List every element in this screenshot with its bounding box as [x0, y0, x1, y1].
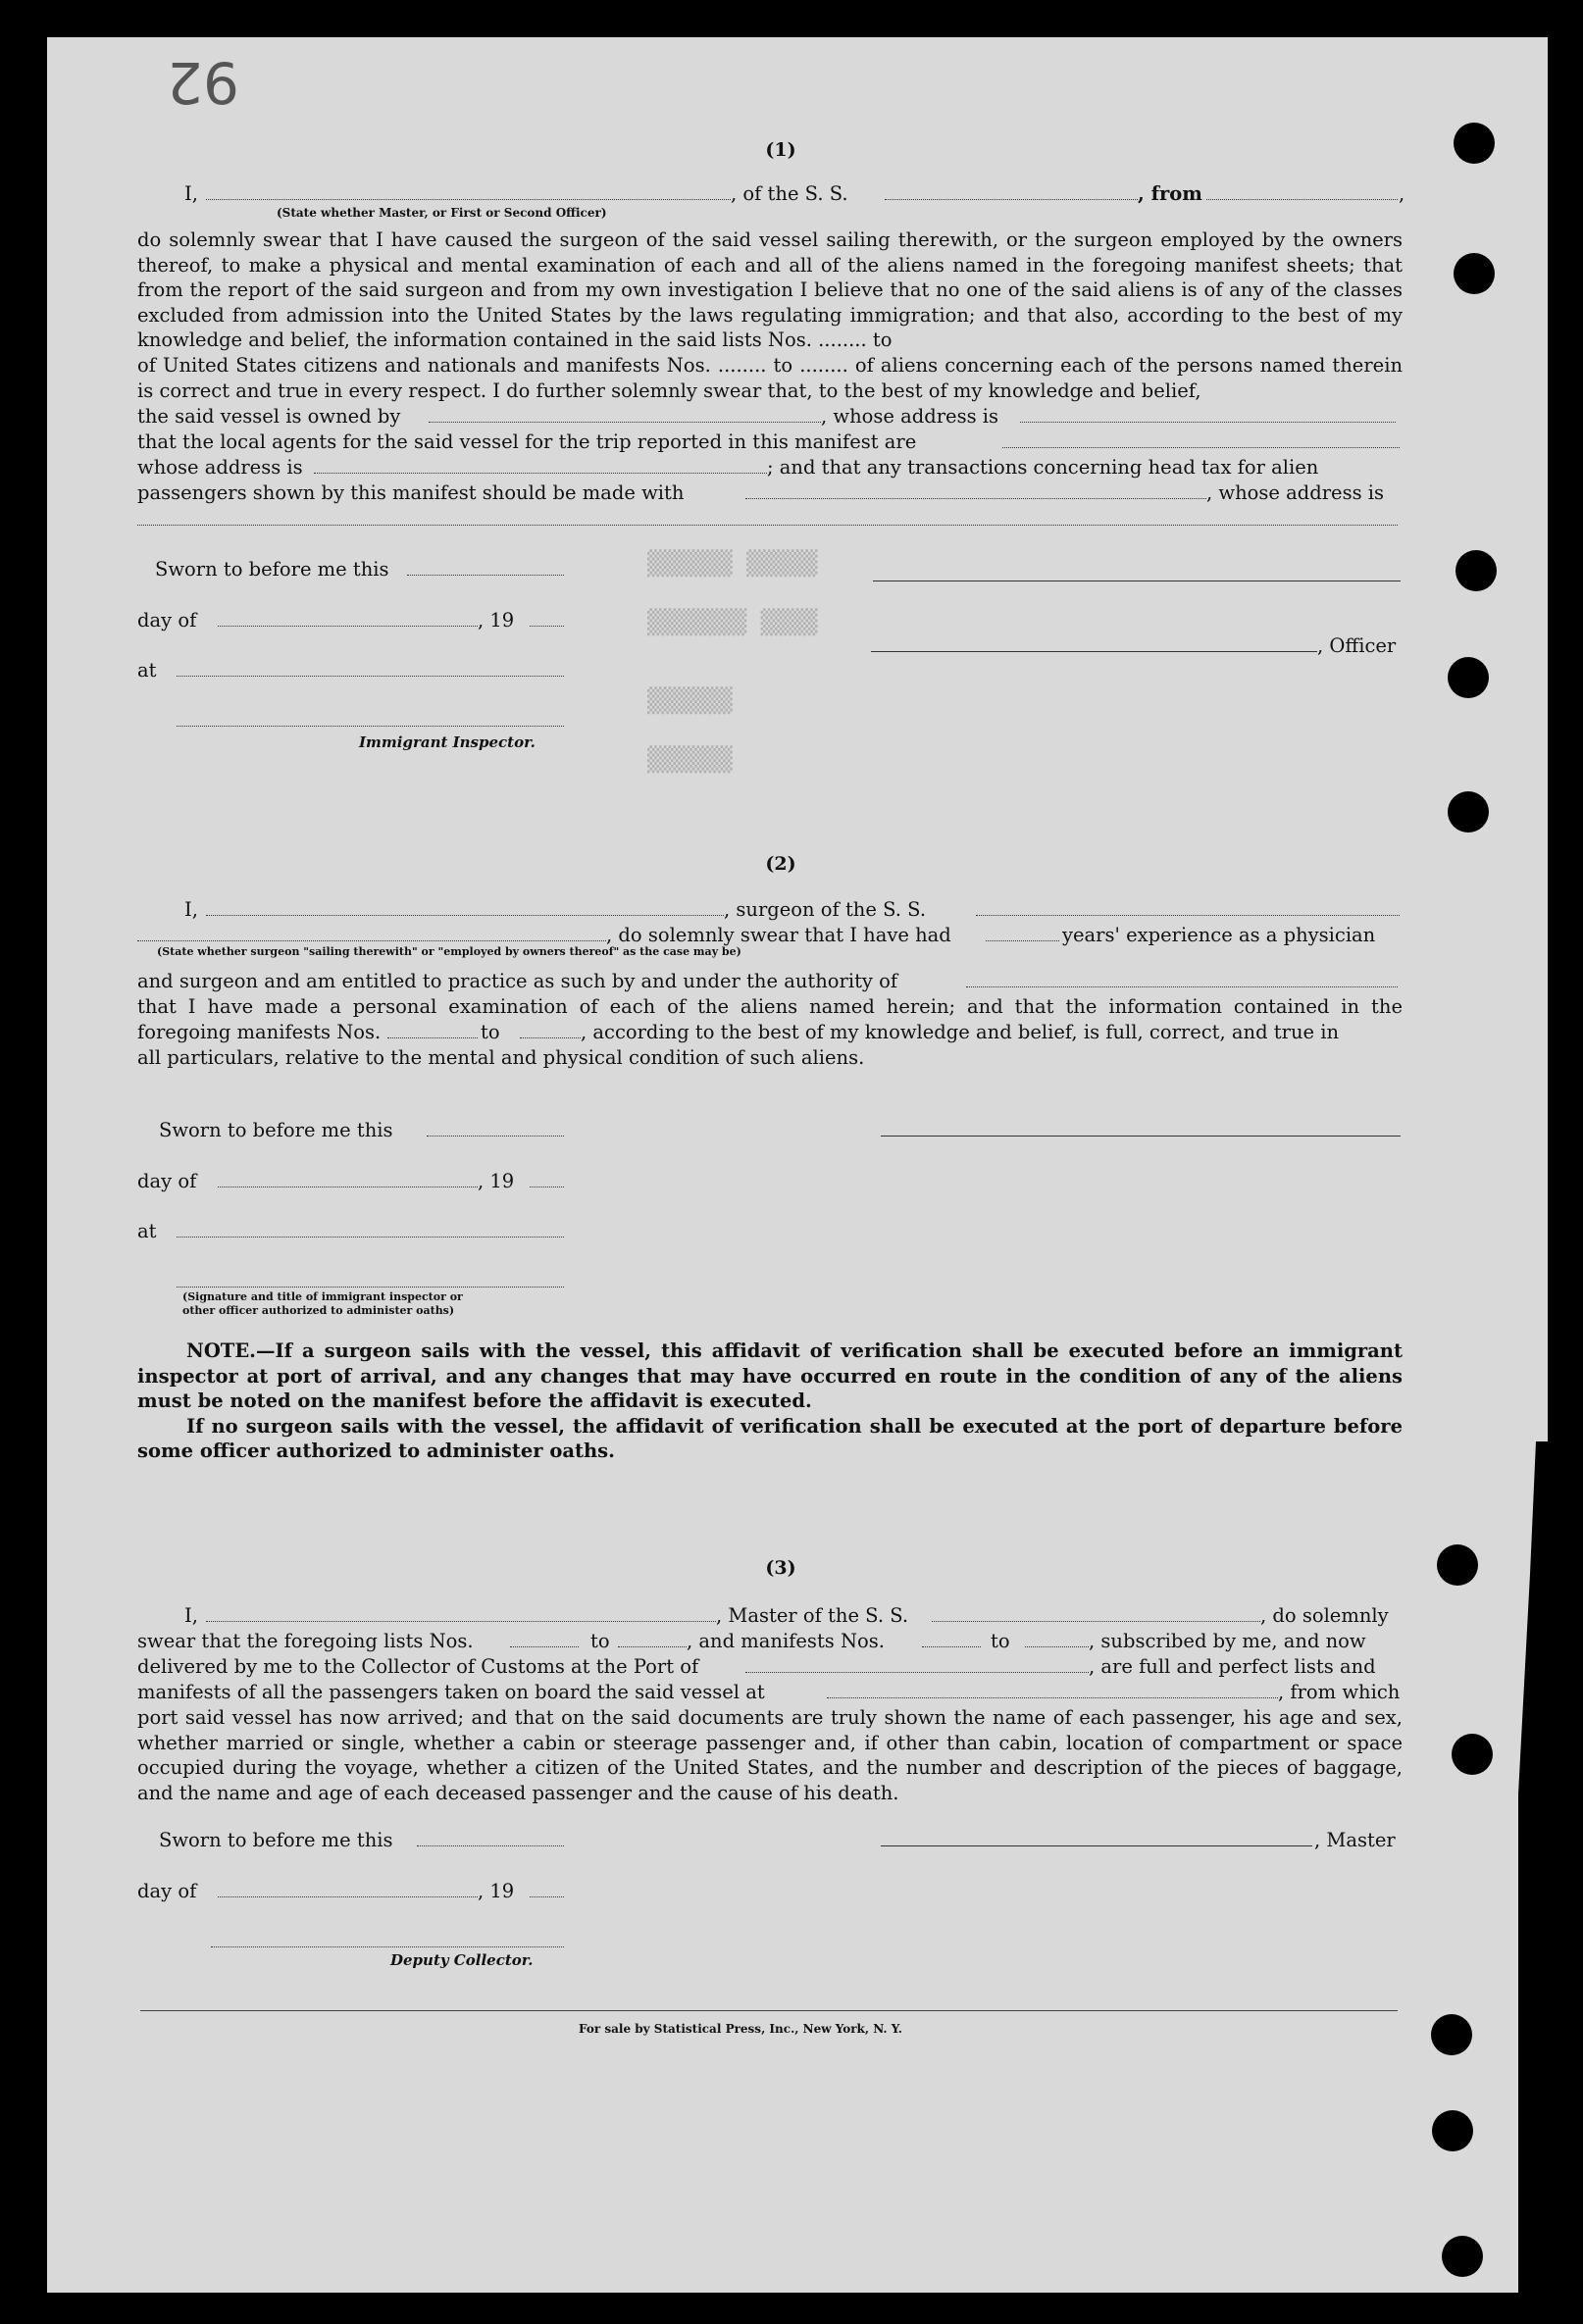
s3-master: , Master [1314, 1829, 1396, 1851]
s2-officer-signature-line[interactable] [177, 1287, 564, 1288]
binder-hole [1432, 2110, 1473, 2151]
ship-name-field[interactable] [885, 199, 1138, 200]
section-2-number: (2) [765, 853, 796, 875]
s1-at-field[interactable] [177, 676, 564, 677]
s2-ship-field[interactable] [976, 915, 1400, 916]
bleed-through-mark: ▒▒▒▒▒▒ [647, 745, 733, 773]
s3-sworn-field[interactable] [417, 1845, 564, 1846]
s2-swear: , do solemnly swear that I have had [606, 924, 951, 946]
s1-19: , 19 [478, 609, 515, 632]
s2-authority: and surgeon and am entitled to practice as such by and under the authority of [137, 970, 898, 992]
owner-field[interactable] [429, 422, 821, 423]
s3-year-field[interactable] [530, 1896, 564, 1897]
s1-sworn: Sworn to before me this [155, 558, 389, 581]
s2-caption: (State whether surgeon "sailing therewith" or "employed by owners thereof" as the case may be) [157, 945, 741, 958]
s2-caption2-l2: other officer authorized to administer oaths) [182, 1304, 455, 1317]
s3-day-of: day of [137, 1880, 197, 1902]
s3-ship-field[interactable] [932, 1621, 1260, 1622]
s3-to: to [590, 1630, 610, 1652]
s1-owned-by: the said vessel is owned by [137, 405, 401, 428]
s1-i: I, [184, 182, 198, 205]
authority-field[interactable] [966, 986, 1398, 987]
surgeon-signature-line[interactable] [881, 1136, 1401, 1137]
s2-at: at [137, 1220, 157, 1242]
binder-hole [1442, 2236, 1483, 2277]
s2-foregoing: foregoing manifests Nos. [137, 1021, 382, 1043]
binder-hole [1437, 1544, 1478, 1586]
section-1-body [137, 227, 1403, 403]
deputy-signature-line[interactable] [211, 1946, 564, 1947]
section-1-number: (1) [765, 139, 796, 161]
master-name-field[interactable] [206, 199, 731, 200]
footer-rule [140, 2010, 1398, 2011]
s2-employment-field[interactable] [137, 940, 606, 941]
s1-whose-address-3: , whose address is [1206, 481, 1385, 504]
s3-manifests-from-field[interactable] [922, 1646, 981, 1647]
inspector-signature-line[interactable] [177, 726, 564, 727]
section-3-number: (3) [765, 1557, 796, 1579]
deputy-collector-caption: Deputy Collector. [390, 1951, 534, 1969]
s2-from-no-field[interactable] [387, 1037, 478, 1038]
bleed-through-mark: ▒▒▒▒▒▒ ▒▒▒▒▒ [647, 549, 818, 577]
s2-exam: that I have made a personal examination of each of the aliens named herein; and that the information contained in the [137, 995, 1403, 1018]
s1-body-1: do solemnly swear that I have caused the surgeon of the said vessel sailing therewith, or the surgeon employed by the owners thereof, to make a physical and mental examination of each and all of the aliens named in the foregoing manifest sheets; that from the report of the said surgeon and from my own investigation I believe that no one of the said aliens is of any of the classes excluded from admission into the United States by the laws regulating immigration; and that also, according to the best of my knowledge and belief, the information contained in the said lists Nos. ........ to [137, 228, 1403, 352]
s3-manifests-all: manifests of all the passengers taken on board the said vessel at [137, 1681, 765, 1703]
s3-and-manifests: , and manifests Nos. [687, 1630, 885, 1652]
agents-address-field[interactable] [314, 473, 767, 474]
s1-passengers: passengers shown by this manifest should be made with [137, 481, 685, 504]
officer-title-field[interactable] [871, 651, 1317, 652]
from-port-field[interactable] [1206, 199, 1398, 200]
binder-hole [1452, 1734, 1493, 1775]
s3-master-of: , Master of the S. S. [716, 1604, 909, 1627]
s1-sworn-field[interactable] [407, 575, 564, 576]
s1-local-agents: that the local agents for the said vessel for the trip reported in this manifest are [137, 430, 917, 453]
s3-port-field[interactable] [745, 1672, 1089, 1673]
s3-sworn: Sworn to before me this [159, 1829, 393, 1851]
s1-day-of: day of [137, 609, 197, 632]
footer-text: For sale by Statistical Press, Inc., New York, N. Y. [579, 2022, 902, 2036]
s1-whose-address-2: whose address is [137, 456, 303, 479]
s2-years: years' experience as a physician [1062, 924, 1376, 946]
s1-officer: , Officer [1317, 634, 1397, 657]
s2-sworn: Sworn to before me this [159, 1119, 393, 1141]
surgeon-name-field[interactable] [206, 915, 724, 916]
s1-comma: , [1399, 182, 1405, 205]
binder-hole [1454, 253, 1495, 294]
s3-to2: to [991, 1630, 1010, 1652]
agents-field[interactable] [1002, 447, 1400, 448]
s3-from-which: , from which [1278, 1681, 1401, 1703]
s2-surgeon-of: , surgeon of the S. S. [724, 898, 927, 921]
bleed-through-mark: ▒▒▒▒▒▒▒ ▒▒▒▒ [647, 608, 818, 635]
s2-sworn-field[interactable] [427, 1136, 564, 1137]
s3-lists-to-field[interactable] [618, 1646, 687, 1647]
s3-body: port said vessel has now arrived; and that on the said documents are truly shown the name of each passenger, his age and sex, whether married or single, whether a cabin or steerage passenger and, if other than cabin, location of compartment or space occupied during the voyage, whether a citizen of the United States, and the number and description of the pieces of baggage, and the name and age of each deceased passenger and the cause of his death. [137, 1706, 1403, 1804]
s3-departure-port-field[interactable] [827, 1697, 1278, 1698]
note-block [137, 1339, 1403, 1464]
s3-day-field[interactable] [218, 1896, 478, 1897]
s1-whose-address: , whose address is [821, 405, 999, 428]
head-tax-agent-field[interactable] [745, 498, 1206, 499]
s2-day-of: day of [137, 1170, 197, 1192]
binder-hole [1431, 2014, 1472, 2055]
s1-from: , from [1138, 182, 1202, 205]
s1-at: at [137, 659, 157, 682]
years-field[interactable] [986, 940, 1059, 941]
s2-to: to [481, 1021, 500, 1043]
binder-hole [1455, 550, 1497, 591]
s1-day-field[interactable] [218, 626, 478, 627]
s2-19: , 19 [478, 1170, 515, 1192]
bleed-through-mark: ▒▒▒▒▒▒ [647, 686, 733, 714]
s2-according: , according to the best of my knowledge and belief, is full, correct, and true in [581, 1021, 1340, 1043]
s2-i: I, [184, 898, 198, 921]
s2-to-no-field[interactable] [520, 1037, 581, 1038]
owner-address-field[interactable] [1020, 422, 1396, 423]
s2-particulars: all particulars, relative to the mental and physical condition of such aliens. [137, 1046, 865, 1069]
binder-hole [1448, 657, 1489, 698]
master-signature-line[interactable] [881, 1845, 1312, 1846]
s1-head-tax: ; and that any transactions concerning head tax for alien [767, 456, 1319, 479]
s3-manifests-to-field[interactable] [1025, 1646, 1089, 1647]
s3-subscribed: , subscribed by me, and now [1089, 1630, 1366, 1652]
s3-full: , are full and perfect lists and [1089, 1655, 1376, 1678]
s2-at-field[interactable] [177, 1237, 564, 1238]
s3-master-name-field[interactable] [206, 1621, 716, 1622]
immigrant-inspector-caption: Immigrant Inspector. [359, 733, 536, 751]
s1-year-field[interactable] [530, 626, 564, 627]
binder-hole [1454, 123, 1495, 164]
officer-caption: (State whether Master, or First or Second Officer) [277, 206, 607, 220]
handwritten-number: 92 [167, 49, 239, 116]
note-1: NOTE.—If a surgeon sails with the vessel, this affidavit of verification shall be executed before an immigrant inspector at port of arrival, and any changes that may have occurred en route in the condition of any of the aliens must be noted on the manifest before the affidavit is executed. [137, 1339, 1403, 1413]
s3-19: , 19 [478, 1880, 515, 1902]
s3-swear-lists: swear that the foregoing lists Nos. [137, 1630, 474, 1652]
head-tax-address-field[interactable] [137, 525, 1398, 526]
binder-hole [1448, 791, 1489, 833]
s2-caption2-l1: (Signature and title of immigrant inspector or [182, 1290, 463, 1303]
note-2: If no surgeon sails with the vessel, the affidavit of verification shall be executed at the port of departure before some officer authorized to administer oaths. [137, 1414, 1403, 1463]
s3-do-solemnly: , do solemnly [1260, 1604, 1389, 1627]
s1-of-ss: , of the S. S. [731, 182, 848, 205]
s3-delivered: delivered by me to the Collector of Customs at the Port of [137, 1655, 699, 1678]
s3-lists-from-field[interactable] [510, 1646, 579, 1647]
s3-i: I, [184, 1604, 198, 1627]
s1-body-2: of United States citizens and nationals and manifests Nos. ........ to ........ of aliens concerning each of the persons named therein is correct and true in every respect. I do further solemnly swear that, to the best of my knowledge and belief, [137, 353, 1403, 402]
